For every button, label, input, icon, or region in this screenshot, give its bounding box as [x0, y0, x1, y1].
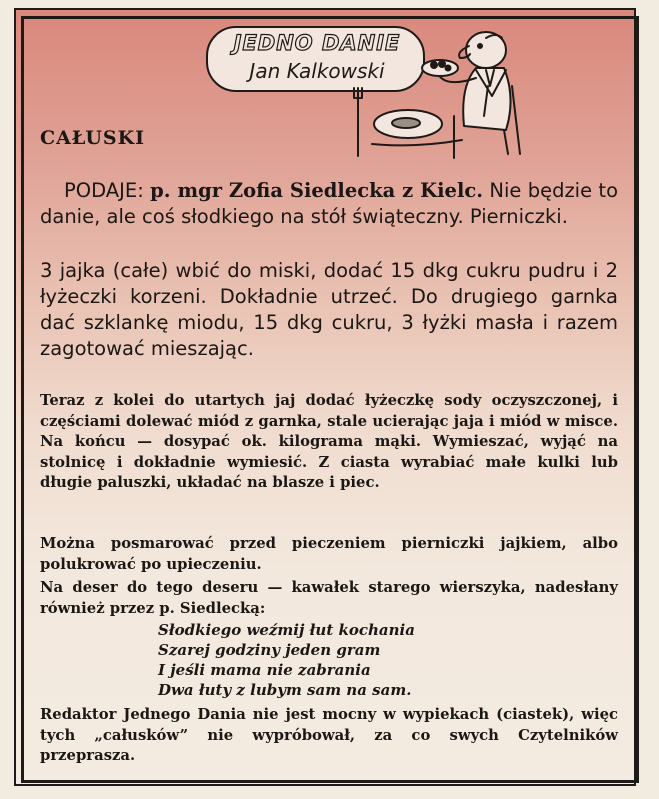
man-eating-cartoon-icon — [336, 26, 528, 166]
column-name: JEDNO DANIE — [233, 31, 401, 55]
poem-line: Dwa łuty z lubym sam na sam. — [158, 681, 412, 699]
method-paragraph: Teraz z kolei do utartych jaj dodać łyżeczkę sody oczyszczonej, i częściami dolewać miód z garnka, stale ucierając jaja i miód w misce. Na końcu — dosypać ok. kilograma mąki. Wymieszać, wyjąć na stolnicę i dokładnie wymiesić. Z ciasta wyrabiać małe kulki lub długie paluszki, układać na blasze i piec. — [40, 392, 618, 491]
poem-line: Szarej godziny jeden gram — [158, 641, 381, 659]
editor-note: Redaktor Jednego Dania nie jest mocny w wypiekach (ciastek), więc tych „całusków” nie wypróbował, za co swych Czytelników przeprasza. — [40, 706, 618, 764]
ingredients-paragraph: 3 jajka (całe) wbić do miski, dodać 15 dkg cukru pudru i 2 łyżeczki korzeni. Dokładnie utrzeć. Do drugiego garnka dać szklankę miodu, 15 dkg cukru, 3 łyżki masła i razem zagotować mieszając. — [40, 259, 618, 360]
glaze-paragraph: Można posmarować przed pieczeniem pierniczki jajkiem, albo polukrować po upieczeniu. — [40, 535, 618, 573]
intro-person: p. mgr Zofia Siedlecka z Kielc. — [150, 179, 484, 202]
poem-line: Słodkiego weźmij łut kochania — [158, 621, 415, 639]
intro-paragraph — [40, 178, 618, 230]
column-header — [206, 26, 528, 166]
poem — [158, 620, 415, 700]
poem-line: I jeśli mama nie zabrania — [158, 661, 371, 679]
dessert-paragraph: Na deser do tego deseru — kawałek starego wierszyka, nadesłany również przez p. Siedlecką: — [40, 579, 618, 617]
column-author: Jan Kalkowski — [249, 59, 385, 83]
intro-text: Nie będzie to danie, ale coś słodkiego na stół świąteczny. Pierniczki. — [40, 179, 619, 228]
article-title: CAŁUSKI — [40, 127, 146, 149]
intro-label: PODAJE: — [64, 179, 144, 202]
